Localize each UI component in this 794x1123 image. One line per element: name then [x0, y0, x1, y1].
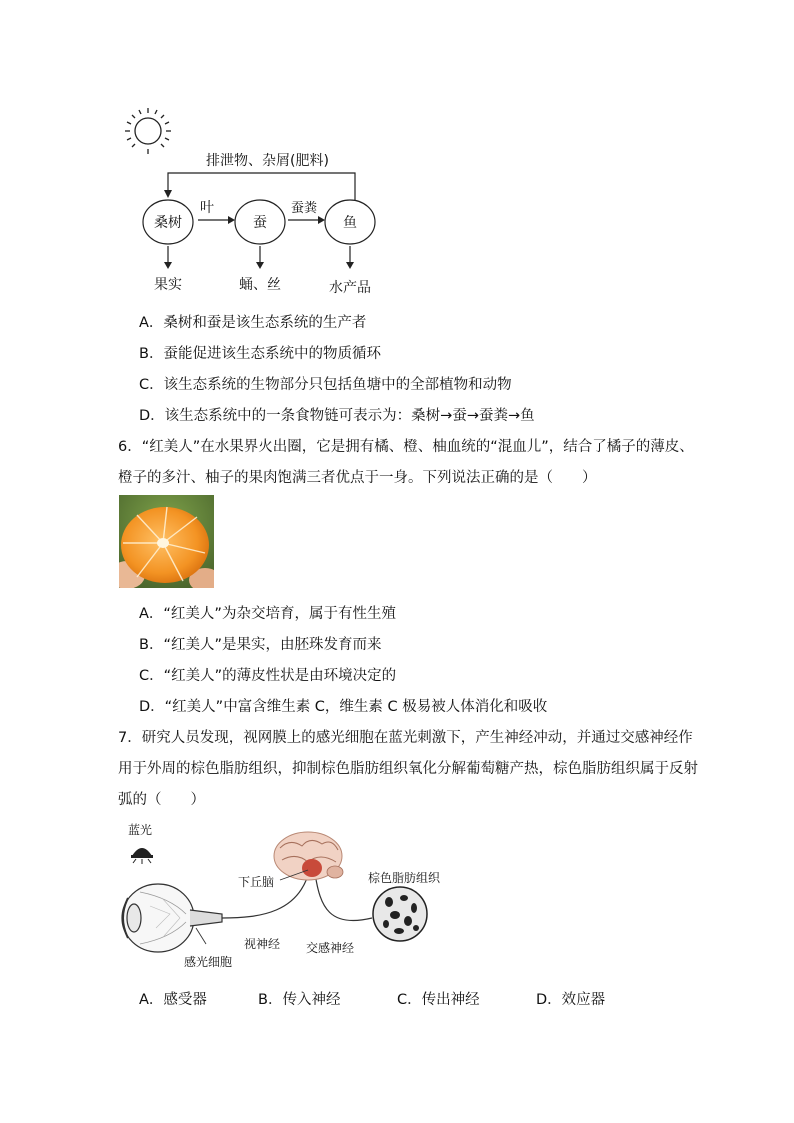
q5-option-a: A．桑树和蚕是该生态系统的生产者	[139, 315, 367, 331]
q5-option-d: D．该生态系统中的一条食物链可表示为：桑树→蚕→蚕粪→鱼	[139, 408, 535, 424]
label-brown-fat: 棕色脂肪组织	[368, 871, 441, 885]
q6-option-c: C．“红美人”的薄皮性状是由环境决定的	[139, 668, 397, 684]
brain-icon	[274, 832, 343, 880]
edge-dung-label: 蚕粪	[291, 201, 318, 216]
node-mulberry-label: 桑树	[154, 215, 182, 231]
reflex-arc-diagram	[110, 818, 470, 978]
q7-option-a: A．感受器	[139, 992, 207, 1008]
orange-photo	[119, 495, 214, 588]
label-blue-light: 蓝光	[128, 823, 153, 837]
q5-option-c: C．该生态系统的生物部分只包括鱼塘中的全部植物和动物	[139, 377, 512, 393]
label-hypothalamus: 下丘脑	[238, 875, 275, 889]
lamp-icon	[131, 848, 153, 864]
q6-stem-line1: 6．“红美人”在水果界火出圈，它是拥有橘、橙、柚血统的“混血儿”，结合了橘子的薄皮、	[118, 439, 694, 455]
edge-leaf-label: 叶	[200, 200, 214, 216]
label-optic-nerve: 视神经	[244, 937, 281, 951]
output-pupa-silk: 蛹、丝	[239, 277, 281, 293]
q7-option-c: C．传出神经	[397, 992, 480, 1008]
sun-icon	[125, 108, 171, 154]
q7-option-b: B．传入神经	[258, 992, 341, 1008]
q5-option-b: B．蚕能促进该生态系统中的物质循环	[139, 346, 381, 362]
q6-option-b: B．“红美人”是果实，由胚珠发育而来	[139, 637, 382, 653]
output-aquatic-products: 水产品	[329, 280, 371, 296]
q7-option-d: D．效应器	[536, 992, 606, 1008]
q7-stem-line3: 弧的（ ）	[118, 792, 205, 808]
q7-stem-line1: 7．研究人员发现，视网膜上的感光细胞在蓝光刺激下，产生神经冲动，并通过交感神经作	[118, 730, 693, 746]
node-fish-label: 鱼	[343, 215, 357, 231]
q6-option-d: D．“红美人”中富含维生素 C，维生素 C 极易被人体消化和吸收	[139, 699, 548, 715]
q7-stem-line2: 用于外周的棕色脂肪组织，抑制棕色脂肪组织氧化分解葡萄糖产热，棕色脂肪组织属于反射	[118, 761, 698, 777]
label-photoreceptor: 感光细胞	[184, 955, 233, 969]
q6-stem-line2: 橙子的多汁、柚子的果肉饱满三者优点于一身。下列说法正确的是（ ）	[118, 470, 597, 486]
q6-option-a: A．“红美人”为杂交培育，属于有性生殖	[139, 606, 396, 622]
label-fertilizer: 排泄物、杂屑(肥料)	[206, 153, 329, 169]
ecosystem-diagram	[110, 100, 400, 300]
output-fruit: 果实	[154, 277, 182, 293]
eye-icon	[122, 884, 222, 952]
node-silkworm-label: 蚕	[253, 215, 267, 231]
label-sympathetic-nerve: 交感神经	[306, 941, 355, 955]
brown-fat-tissue-icon	[373, 887, 427, 941]
